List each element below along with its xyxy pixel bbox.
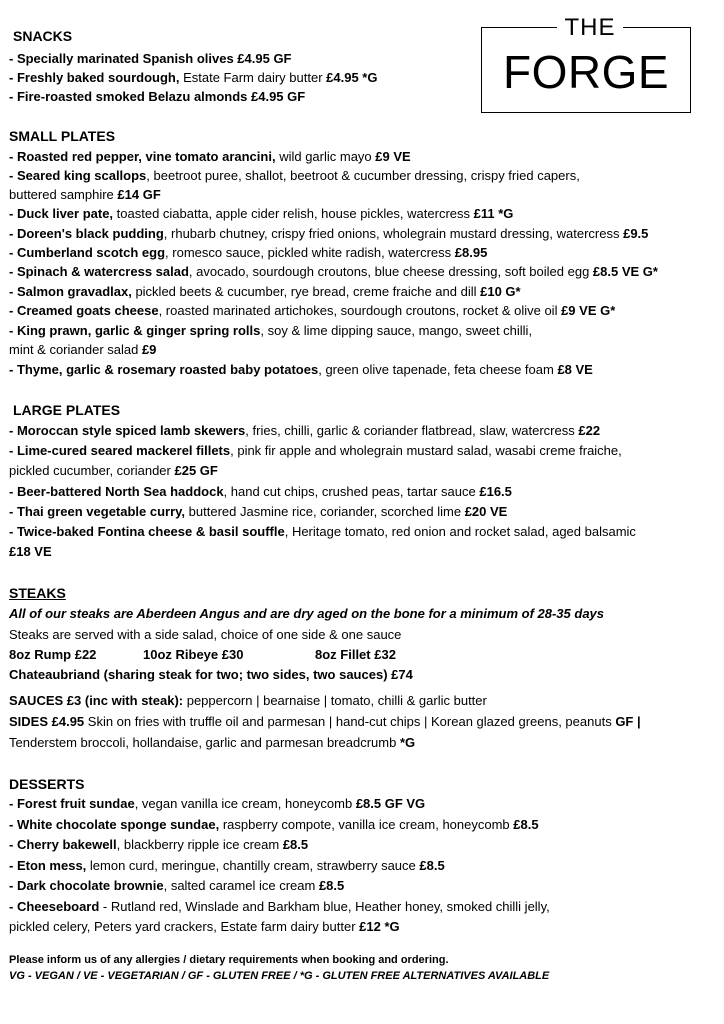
menu-item: - Spinach & watercress salad, avocado, sourdough croutons, blue cheese dressing, soft boiled egg £8.5 VE G* <box>9 264 658 279</box>
menu-item-continued: pickled celery, Peters yard crackers, Estate farm dairy butter £12 *G <box>9 919 400 934</box>
menu-item: - Creamed goats cheese, roasted marinated artichokes, sourdough croutons, rocket & olive oil £9 VE G* <box>9 303 616 318</box>
menu-item: - Doreen's black pudding, rhubarb chutney, crispy fried onions, wholegrain mustard dressing, watercress £9.5 <box>9 226 649 241</box>
steak-chateaubriand: Chateaubriand (sharing steak for two; two sides, two sauces) £74 <box>9 667 413 682</box>
menu-item: - Cumberland scotch egg, romesco sauce, pickled white radish, watercress £8.95 <box>9 245 488 260</box>
menu-item: - Moroccan style spiced lamb skewers, fries, chilli, garlic & coriander flatbread, slaw, watercress £22 <box>9 423 601 438</box>
logo-forge: FORGE <box>502 46 670 98</box>
menu-item: - Thai green vegetable curry, buttered Jasmine rice, coriander, scorched lime £20 VE <box>9 504 508 519</box>
menu-item: - Thyme, garlic & rosemary roasted baby potatoes, green olive tapenade, feta cheese foam £8 VE <box>9 362 593 377</box>
menu-item: - Roasted red pepper, vine tomato arancini, wild garlic mayo £9 VE <box>9 149 411 164</box>
menu-item: - Seared king scallops, beetroot puree, shallot, beetroot & cucumber dressing, crispy fried capers, <box>9 168 580 183</box>
steaks-served-note: Steaks are served with a side salad, choice of one side & one sauce <box>9 627 402 642</box>
dietary-key: VG - VEGAN / VE - VEGETARIAN / GF - GLUTEN FREE / *G - GLUTEN FREE ALTERNATIVES AVAILABLE <box>9 970 550 982</box>
menu-item: - Specially marinated Spanish olives £4.95 GF <box>9 51 292 66</box>
steak-sauces: SAUCES £3 (inc with steak): peppercorn | bearnaise | tomato, chilli & garlic butter <box>9 693 487 708</box>
menu-item: - Dark chocolate brownie, salted caramel ice cream £8.5 <box>9 878 345 893</box>
allergy-notice: Please inform us of any allergies / dietary requirements when booking and ordering. <box>9 954 449 966</box>
steaks-tagline: All of our steaks are Aberdeen Angus and are dry aged on the bone for a minimum of 28-35 days <box>9 606 605 621</box>
menu-item: - Duck liver pate, toasted ciabatta, apple cider relish, house pickles, watercress £11 *G <box>9 206 514 221</box>
menu-item: - Fire-roasted smoked Belazu almonds £4.95 GF <box>9 89 306 104</box>
logo-the: THE <box>557 15 623 41</box>
steak-sides: SIDES £4.95 Skin on fries with truffle oil and parmesan | hand-cut chips | Korean glazed greens, peanuts GF | <box>9 714 641 729</box>
section-title-desserts: DESSERTS <box>9 776 85 792</box>
menu-item-continued: pickled cucumber, coriander £25 GF <box>9 463 218 478</box>
steak-cut-fillet: 8oz Fillet £32 <box>315 647 396 662</box>
menu-item: - Freshly baked sourdough, Estate Farm dairy butter £4.95 *G <box>9 70 378 85</box>
section-title-large-plates: LARGE PLATES <box>13 402 121 418</box>
section-title-snacks: SNACKS <box>13 28 73 44</box>
menu-item: - King prawn, garlic & ginger spring rolls, soy & lime dipping sauce, mango, sweet chilli, <box>9 323 533 338</box>
menu-item: - Cherry bakewell, blackberry ripple ice cream £8.5 <box>9 837 309 852</box>
menu-item: - Eton mess, lemon curd, meringue, chantilly cream, strawberry sauce £8.5 <box>9 858 445 873</box>
menu-item: - Forest fruit sundae, vegan vanilla ice cream, honeycomb £8.5 GF VG <box>9 796 426 811</box>
menu-item-continued: buttered samphire £14 GF <box>9 187 161 202</box>
menu-item: - White chocolate sponge sundae, raspberry compote, vanilla ice cream, honeycomb £8.5 <box>9 817 539 832</box>
steak-cut-ribeye: 10oz Ribeye £30 <box>143 647 244 662</box>
menu-item: - Cheeseboard - Rutland red, Winslade and Barkham blue, Heather honey, smoked chilli jelly, <box>9 899 550 914</box>
menu-item: - Twice-baked Fontina cheese & basil souffle, Heritage tomato, red onion and rocket salad, aged balsamic <box>9 524 636 539</box>
menu-item: - Salmon gravadlax, pickled beets & cucumber, rye bread, creme fraiche and dill £10 G* <box>9 284 521 299</box>
menu-item: - Lime-cured seared mackerel fillets, pink fir apple and wholegrain mustard salad, wasabi creme fraiche, <box>9 443 622 458</box>
forge-logo <box>481 14 691 113</box>
steak-cut-rump: 8oz Rump £22 <box>9 647 97 662</box>
menu-item-continued: mint & coriander salad £9 <box>9 342 157 357</box>
section-title-steaks: STEAKS <box>9 585 66 601</box>
section-title-small-plates: SMALL PLATES <box>9 128 116 144</box>
menu-item: - Beer-battered North Sea haddock, hand cut chips, crushed peas, tartar sauce £16.5 <box>9 484 512 499</box>
steak-sides-continued: Tenderstem broccoli, hollandaise, garlic and parmesan breadcrumb *G <box>9 735 416 750</box>
menu-item-continued: £18 VE <box>9 544 52 559</box>
